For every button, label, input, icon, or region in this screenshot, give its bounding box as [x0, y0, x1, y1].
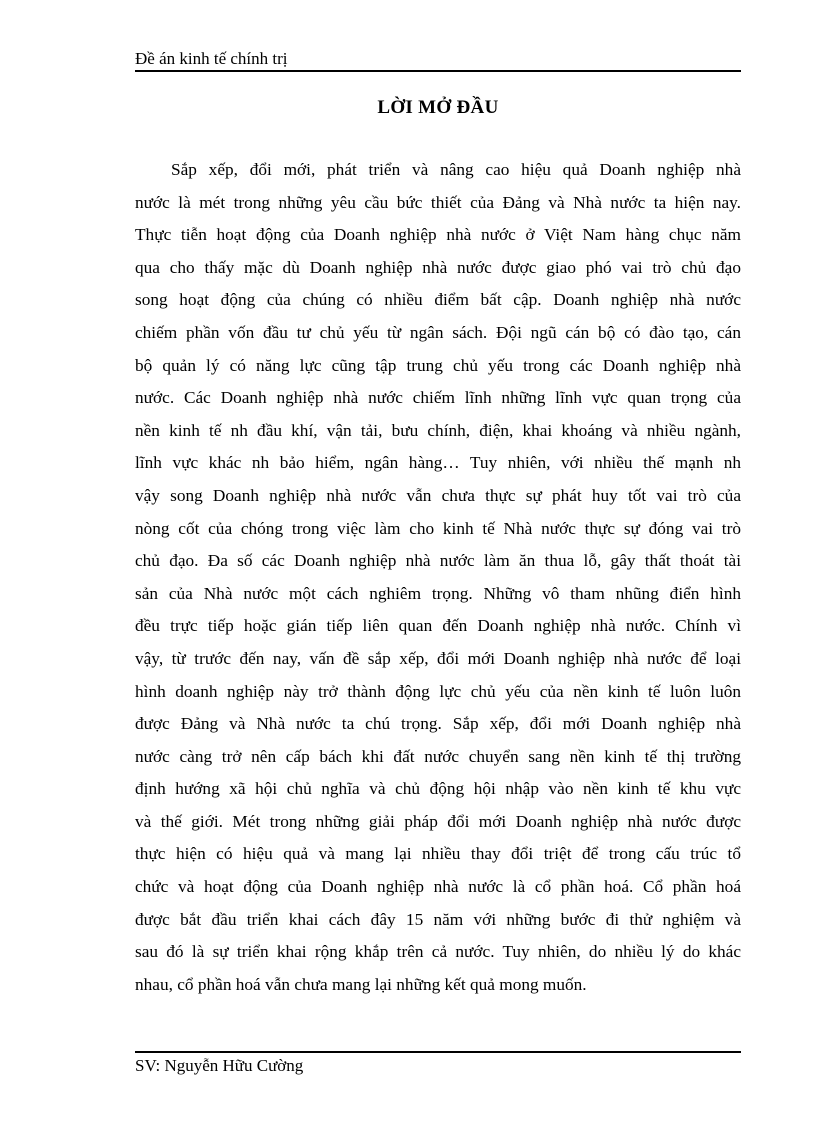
page-footer-text: SV: Nguyễn Hữu Cường: [135, 1056, 304, 1075]
header-divider: [135, 70, 741, 72]
page-header-text: Đề án kinh tế chính trị: [135, 49, 288, 68]
paragraph-line: và thế giới. Mét trong những giải pháp đổi mới Doanh nghiệp nhà nước được: [135, 811, 741, 831]
paragraph-line: thực hiện có hiệu quả và mang lại nhiều thay đổi triệt để trong cấu trúc tổ: [135, 844, 741, 864]
paragraph-line: sản của Nhà nước một cách nghiêm trọng. Những vô tham nhũng điển hình: [135, 583, 741, 603]
paragraph-line: chủ đạo. Đa số các Doanh nghiệp nhà nước làm ăn thua lỗ, gây thất thoát tài: [135, 551, 741, 571]
paragraph-line: nhau, cổ phần hoá vẫn chưa mang lại những kết quả mong muốn.: [135, 974, 587, 994]
paragraph-line: nền kinh tế nh đầu khí, vận tải, bưu chính, điện, khai khoáng và nhiều ngành,: [135, 420, 741, 440]
paragraph-line: sau đó là sự triển khai rộng khắp trên cả nước. Tuy nhiên, do nhiều lý do khác: [135, 942, 741, 962]
paragraph-line: được Đảng và Nhà nước ta chú trọng. Sắp xếp, đổi mới Doanh nghiệp nhà: [135, 714, 741, 734]
paragraph-line: Thực tiễn hoạt động của Doanh nghiệp nhà nước ở Việt Nam hàng chục năm: [135, 225, 741, 245]
paragraph-line: song hoạt động của chúng có nhiều điểm bất cập. Doanh nghiệp nhà nước: [135, 290, 741, 310]
paragraph-line: nước là mét trong những yêu cầu bức thiết của Đảng và Nhà nước ta hiện nay.: [135, 192, 741, 212]
paragraph-line: nòng cốt của chóng trong việc làm cho kinh tế Nhà nước thực sự đóng vai trò: [135, 518, 741, 538]
paragraph-line: nước. Các Doanh nghiệp nhà nước chiếm lĩnh những lĩnh vực quan trọng của: [135, 388, 741, 408]
paragraph-line: đều trực tiếp hoặc gián tiếp liên quan đến Doanh nghiệp nhà nước. Chính vì: [135, 616, 741, 636]
paragraph-line: lĩnh vực khác nh bảo hiểm, ngân hàng… Tuy nhiên, với nhiều thế mạnh nh: [135, 453, 741, 473]
paragraph-line: chiếm phần vốn đầu tư chủ yếu từ ngân sách. Đội ngũ cán bộ có đào tạo, cán: [135, 322, 741, 342]
paragraph-line: được bắt đầu triển khai cách đây 15 năm với những bước đi thử nghiệm và: [135, 909, 741, 929]
paragraph-line: bộ quản lý có năng lực cũng tập trung chủ yếu trong các Doanh nghiệp nhà: [135, 355, 741, 375]
paragraph-line: vậy song Doanh nghiệp nhà nước vẫn chưa thực sự phát huy tốt vai trò của: [135, 485, 741, 505]
paragraph-line: vậy, từ trước đến nay, vấn đề sắp xếp, đổi mới Doanh nghiệp nhà nước để loại: [135, 648, 741, 668]
body-paragraph: [135, 156, 741, 1003]
paragraph-line: hình doanh nghiệp này trở thành động lực chủ yếu của nền kinh tế luôn luôn: [135, 681, 741, 701]
page-title: LỜI MỞ ĐẦU: [377, 97, 499, 118]
paragraph-line: chức và hoạt động của Doanh nghiệp nhà nước là cổ phần hoá. Cổ phần hoá: [135, 877, 741, 897]
footer-divider: [135, 1051, 741, 1053]
paragraph-line: qua cho thấy mặc dù Doanh nghiệp nhà nước được giao phó vai trò chủ đạo: [135, 257, 741, 277]
paragraph-line: nước càng trở nên cấp bách khi đất nước chuyển sang nền kinh tế thị trường: [135, 746, 741, 766]
paragraph-line: định hướng xã hội chủ nghĩa và chủ động hội nhập vào nền kinh tế khu vực: [135, 779, 741, 799]
paragraph-line: Sắp xếp, đổi mới, phát triển và nâng cao hiệu quả Doanh nghiệp nhà: [171, 160, 741, 179]
